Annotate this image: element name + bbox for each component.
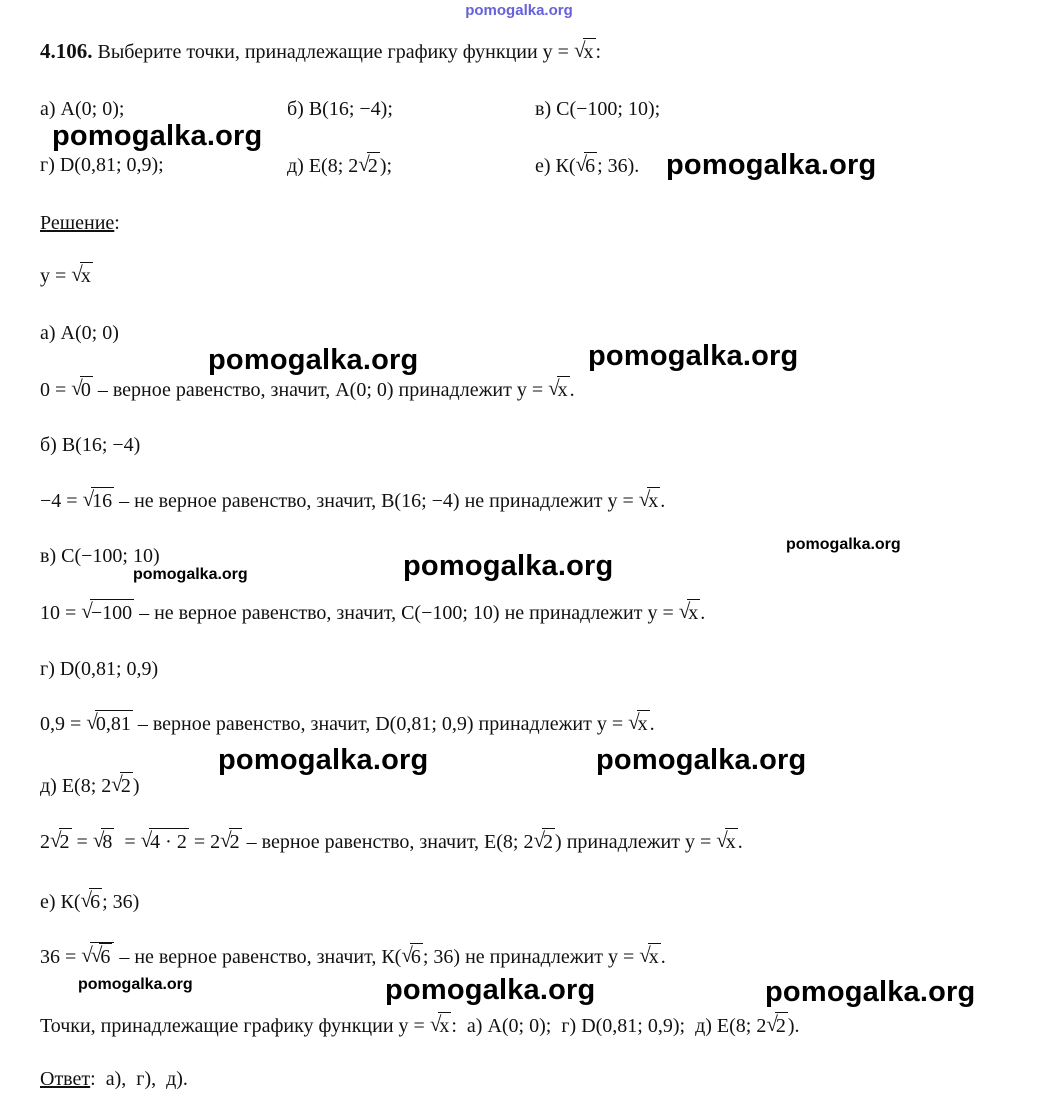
sqrt-2: √2	[111, 772, 131, 797]
sqrt-x: √x	[71, 262, 91, 287]
step-g-head: г) D(0,81; 0,9)	[40, 658, 159, 680]
function-definition: y = √x	[40, 262, 91, 287]
watermark: pomogalka.org	[78, 976, 193, 993]
sqrt-2: √2	[358, 152, 378, 177]
option-e: е) К(√6 ; 36).	[535, 152, 640, 177]
step-e-head: е) К(√6 ; 36)	[40, 888, 140, 913]
step-a-check: 0 = √0 – верное равенство, значит, A(0; 0) принадлежит y = √x .	[40, 376, 575, 401]
step-d-check: 2√2 = √8 = √4 · 2 = 2√2 – верное равенство, значит, E(8; 2√2 ) принадлежит y = √x .	[40, 828, 743, 853]
watermark: pomogalka.org	[596, 744, 807, 776]
radical-icon: √	[81, 599, 93, 623]
radical-icon: √	[358, 152, 370, 176]
step-b-head: б) B(16; −4)	[40, 434, 141, 456]
radical-icon: √	[81, 943, 93, 967]
conclusion: Точки, принадлежащие графику функции y = √x : а) A(0; 0); г) D(0,81; 0,9); д) E(8; 2√2 ).	[40, 1012, 800, 1037]
sqrt: √2	[50, 828, 70, 853]
sqrt-x: √x	[716, 828, 736, 853]
sqrt-x: √x	[639, 943, 659, 968]
radical-icon: √	[548, 376, 560, 400]
sqrt-x: √x	[638, 487, 659, 512]
radical-icon: √	[575, 152, 588, 176]
radical-icon: √	[71, 262, 83, 286]
sqrt-2: √2	[766, 1012, 786, 1037]
step-a-head: а) A(0; 0)	[40, 322, 119, 344]
radical-icon: √	[80, 888, 93, 912]
watermark: pomogalka.org	[786, 536, 901, 553]
option-v: в) C(−100; 10);	[535, 98, 661, 120]
answer-line	[40, 1066, 188, 1092]
radical-icon: √	[90, 943, 103, 967]
sqrt: √8	[92, 828, 113, 853]
radical-icon: √	[678, 599, 691, 623]
radical-icon: √	[533, 828, 546, 852]
sqrt: √2	[533, 828, 554, 853]
radical-icon: √	[716, 828, 728, 852]
watermark: pomogalka.org	[52, 120, 263, 152]
sqrt-6: √6	[80, 888, 101, 913]
sqrt-x: √x	[678, 599, 699, 624]
radical-icon: √	[628, 710, 640, 734]
watermark: pomogalka.org	[385, 974, 596, 1006]
answer-text: : а), г), д).	[90, 1068, 188, 1090]
radical-icon: √	[140, 828, 153, 852]
radical-icon: √	[82, 487, 95, 511]
problem-statement: 4.106. Выберите точки, принадлежащие графику функции y = √x :	[40, 38, 602, 63]
sqrt-6: √6	[575, 152, 596, 177]
sqrt: √0,81	[86, 710, 131, 735]
option-d: д) E(8; 2√2 );	[287, 152, 393, 177]
sqrt-x: √x	[573, 38, 594, 63]
step-g-check: 0,9 = √0,81 – верное равенство, значит, D(0,81; 0,9) принадлежит y = √x .	[40, 710, 655, 735]
sqrt: √4 · 2	[140, 828, 187, 853]
radical-icon: √	[401, 943, 413, 967]
radical-icon: √	[71, 376, 83, 400]
option-b: б) B(16; −4);	[287, 98, 393, 120]
radical-icon: √	[766, 1012, 778, 1036]
sqrt: √2	[220, 828, 240, 853]
sqrt: √16	[82, 487, 113, 512]
watermark: pomogalka.org	[666, 149, 877, 181]
watermark-top: pomogalka.org	[465, 2, 573, 19]
nested-sqrt	[81, 943, 114, 968]
option-g: г) D(0,81; 0,9);	[40, 154, 164, 176]
problem-number: 4.106.	[40, 39, 93, 63]
step-v-check: 10 = √−100 – не верное равенство, значит, C(−100; 10) не принадлежит y = √x .	[40, 599, 706, 624]
sqrt-x: √x	[429, 1012, 450, 1037]
sqrt-x: √x	[628, 710, 648, 735]
sqrt-x: √x	[548, 376, 568, 401]
radical-icon: √	[639, 943, 651, 967]
radical-icon: √	[220, 828, 232, 852]
solution-heading: Решение:	[40, 212, 120, 234]
step-d-head: д) E(8; 2√2 )	[40, 772, 140, 797]
watermark: pomogalka.org	[403, 550, 614, 582]
radical-icon: √	[111, 772, 123, 796]
watermark: pomogalka.org	[765, 976, 976, 1008]
step-b-check: −4 = √16 – не верное равенство, значит, B(16; −4) не принадлежит y = √x .	[40, 487, 666, 512]
radical-icon: √	[86, 710, 98, 734]
watermark: pomogalka.org	[208, 344, 419, 376]
watermark: pomogalka.org	[588, 340, 799, 372]
radical-icon: √	[573, 38, 586, 62]
radical-icon: √	[92, 828, 105, 852]
step-e-check: 36 = √√6 – не верное равенство, значит, К(√6 ; 36) не принадлежит y = √x .	[40, 942, 666, 970]
watermark: pomogalka.org	[218, 744, 429, 776]
problem-text: Выберите точки, принадлежащие графику функции y =	[92, 41, 574, 63]
radical-icon: √	[638, 487, 651, 511]
option-a: а) A(0; 0);	[40, 98, 125, 120]
sqrt: √0	[71, 376, 91, 401]
step-v-head: в) C(−100; 10)	[40, 545, 160, 567]
radical-icon: √	[429, 1012, 442, 1036]
radical-icon: √	[50, 828, 62, 852]
answer-label: Ответ	[40, 1068, 91, 1090]
watermark: pomogalka.org	[133, 566, 248, 583]
sqrt-6: √6	[401, 943, 421, 968]
sqrt-6: √6	[90, 943, 111, 968]
sqrt: √−100	[81, 599, 133, 624]
